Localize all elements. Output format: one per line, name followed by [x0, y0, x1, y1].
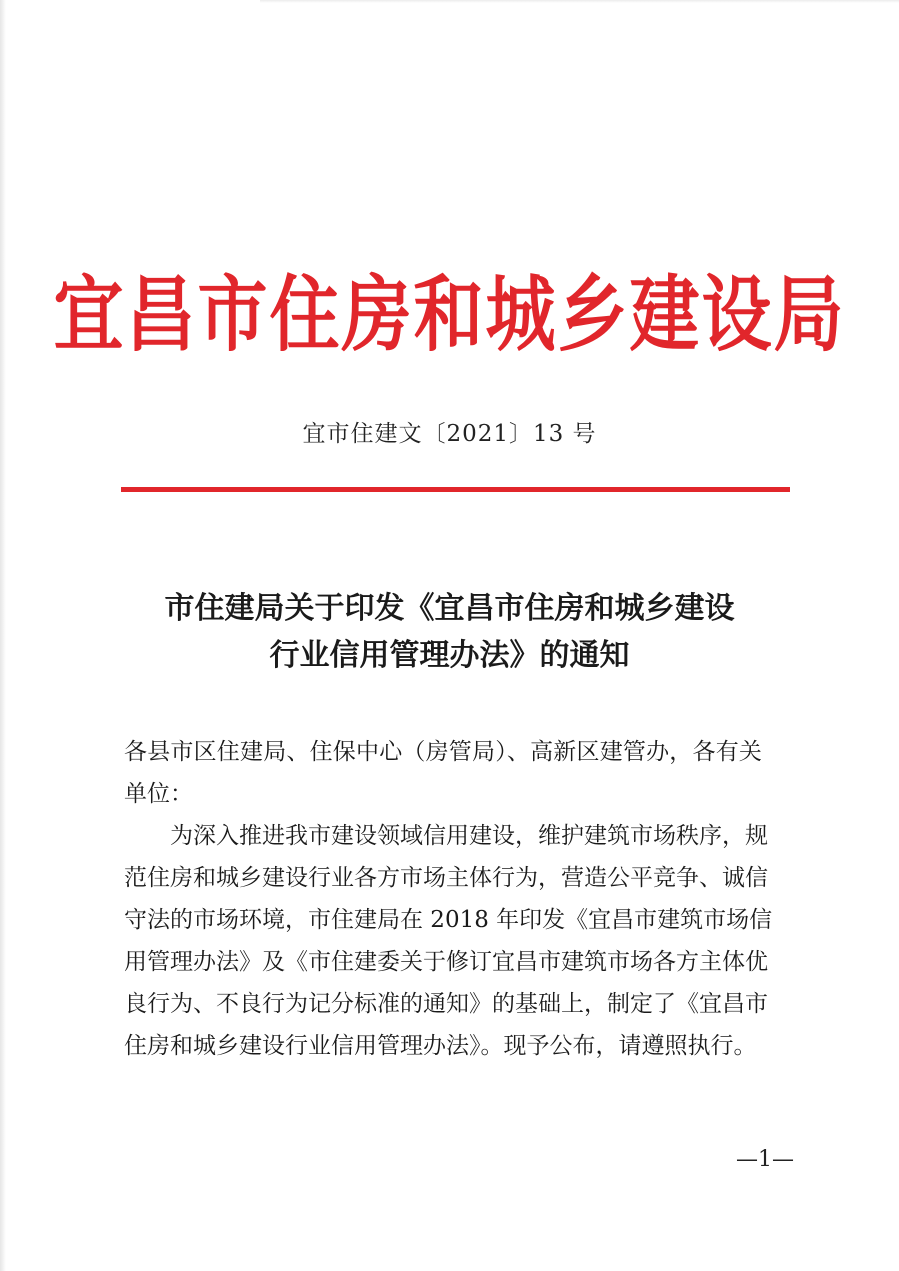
issuer-letterhead: 宜昌市住房和城乡建设局: [53, 266, 846, 364]
title-line-2: 行业信用管理办法》的通知: [269, 638, 630, 673]
body-line-5: 良行为、不良行为记分标准的通知》的基础上，制定了《宜昌市: [124, 991, 768, 1017]
document-body: [124, 731, 796, 1067]
addressee-line-2: 单位：: [124, 781, 193, 807]
addressee-line-1: 各县市区住建局、住保中心（房管局）、高新区建管办，各有关: [124, 739, 763, 765]
document-title: [0, 585, 899, 679]
body-line-2: 范住房和城乡建设行业各方市场主体行为，营造公平竞争、诚信: [124, 865, 768, 891]
page-number: —1—: [736, 1147, 794, 1172]
document-number: 宜市住建文〔2021〕13 号: [302, 421, 597, 447]
body-line-3: 守法的市场环境，市住建局在 2018 年印发《宜昌市建筑市场信: [124, 907, 773, 933]
page-scan-top-edge: [260, 0, 899, 3]
title-line-1: 市住建局关于印发《宜昌市住房和城乡建设: [164, 591, 735, 626]
body-line-4: 用管理办法》及《市住建委关于修订宜昌市建筑市场各方主体优: [124, 949, 768, 975]
body-line-6: 住房和城乡建设行业信用管理办法》。现予公布，请遵照执行。: [124, 1033, 757, 1059]
red-divider-line: [121, 487, 790, 492]
body-line-1: 为深入推进我市建设领域信用建设，维护建筑市场秩序，规: [170, 823, 768, 849]
